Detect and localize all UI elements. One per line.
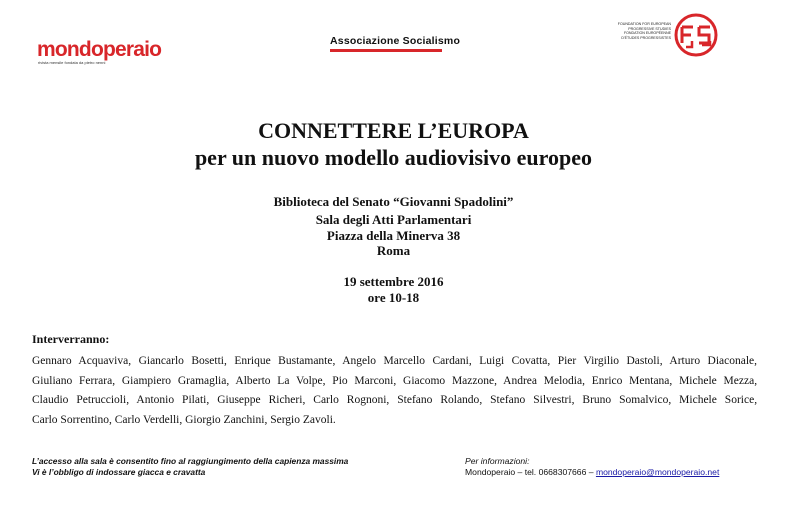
email-link[interactable]: mondoperaio@mondoperaio.net [595,467,720,477]
speaker-name: Gennaro Acquaviva [32,355,129,367]
speaker-name: Claudio Petruccioli [32,394,127,407]
venue-room: Sala degli Atti Parlamentari [315,212,472,227]
speaker-name: Arturo Diaconale [669,355,755,367]
speakers-list: Gennaro Acquaviva, Giancarlo Bosetti, Enrique Bustamante, Angelo Marcello Cardani, Luigi Covatta, Pier Virgilio Dastoli, Arturo Diaconale, Giuliano Ferrara, Giampiero Gramaglia, Alberto La Volpe, Pio Marconi, Giacomo Mazzone, Andrea Melodia, Enrico Mentana, Michele Mezza, Claudio Petruccioli, Antonio Pilati, Giuseppe Richeri, Carlo Rognoni, Stefano Rolando, Stefano Silvestri, Bruno Somalvico, Michele Sorice, Carlo Sorrentino, Carlo Verdelli, Giorgio Zanchini, Sergio Zavoli. [32,355,758,426]
speaker-name: Giuliano Ferrara [32,374,113,387]
speaker-name: Giampiero Gramaglia [121,374,227,387]
speaker-name: Giorgio Zanchini [185,413,265,426]
speaker-name: Antonio Pilati [136,394,207,407]
feps-line: FONDATION EUROPÉENNE [623,31,671,36]
speaker-name: Pier Virgilio Dastoli [557,355,660,367]
speaker-name: Luigi Covatta [479,355,548,367]
speakers-heading: Interverranno: [32,332,110,346]
event-title [0,117,787,171]
speaker-name: Carlo Verdelli [114,413,180,426]
info-block [465,456,719,478]
feps-line: PROGRESSIVE STUDIES [628,26,671,31]
speaker-name: Michele Sorice [679,394,755,407]
speaker-name: Sergio Zavoli [270,413,333,426]
access-note-line-1: L’accesso alla sala è consentito fino al raggiungimento della capienza massima [32,456,349,466]
speaker-name: Angelo Marcello Cardani [342,355,469,367]
speaker-name: Pio Marconi [332,374,394,387]
access-note [32,456,348,478]
mondoperaio-logo [37,40,161,65]
info-contact-line [465,467,719,478]
speaker-name: Giacomo Mazzone [403,374,495,387]
speaker-name: Carlo Rognoni [313,394,387,407]
speaker-name: Alberto La Volpe [235,374,323,387]
mondoperaio-logo-brand: mondoperaio [37,38,162,61]
speaker-name: Andrea Melodia [503,374,583,387]
associazione-logo-bar [330,49,442,52]
feps-line: D'ÉTUDES PROGRESSISTES [621,35,671,40]
venue-name: Biblioteca del Senato “Giovanni Spadolini” [273,194,514,209]
venue-address: Piazza della Minerva 38 [326,228,461,243]
feps-logo-mark [672,13,720,62]
speaker-name: Stefano Silvestri [490,394,572,407]
speaker-name: Enrico Mentana [591,374,670,387]
speaker-name: Stefano Rolando [397,394,480,407]
speaker-name: Giuseppe Richeri [217,394,303,407]
access-note-line-2: Vi è l’obbligo di indossare giacca e cravatta [32,467,206,477]
venue-city: Roma [376,243,411,258]
mondoperaio-logo-tagline: rivista mensile fondata da pietro nenni [38,60,106,65]
event-time: ore 10-18 [367,290,420,305]
speaker-name: Carlo Sorrentino [32,413,109,426]
feps-line: FOUNDATION FOR EUROPEAN [617,22,671,26]
associazione-logo-text: Associazione Socialismo [330,35,461,47]
speaker-name: Enrique Bustamante [234,355,333,367]
speaker-name: Giancarlo Bosetti [138,355,224,367]
feps-logo-text [613,22,671,40]
info-label: Per informazioni: [465,456,530,466]
speaker-name: Bruno Somalvico [582,394,669,407]
info-contact: Mondoperaio – tel. 0668307666 – [465,467,594,477]
associazione-socialismo-logo [330,34,461,52]
title-line-2: per un nuovo modello audiovisivo europeo [194,145,593,170]
event-date: 19 settembre 2016 [343,274,444,289]
title-line-1: CONNETTERE L’EUROPA [258,118,529,143]
speaker-name: Michele Mezza [679,374,755,387]
